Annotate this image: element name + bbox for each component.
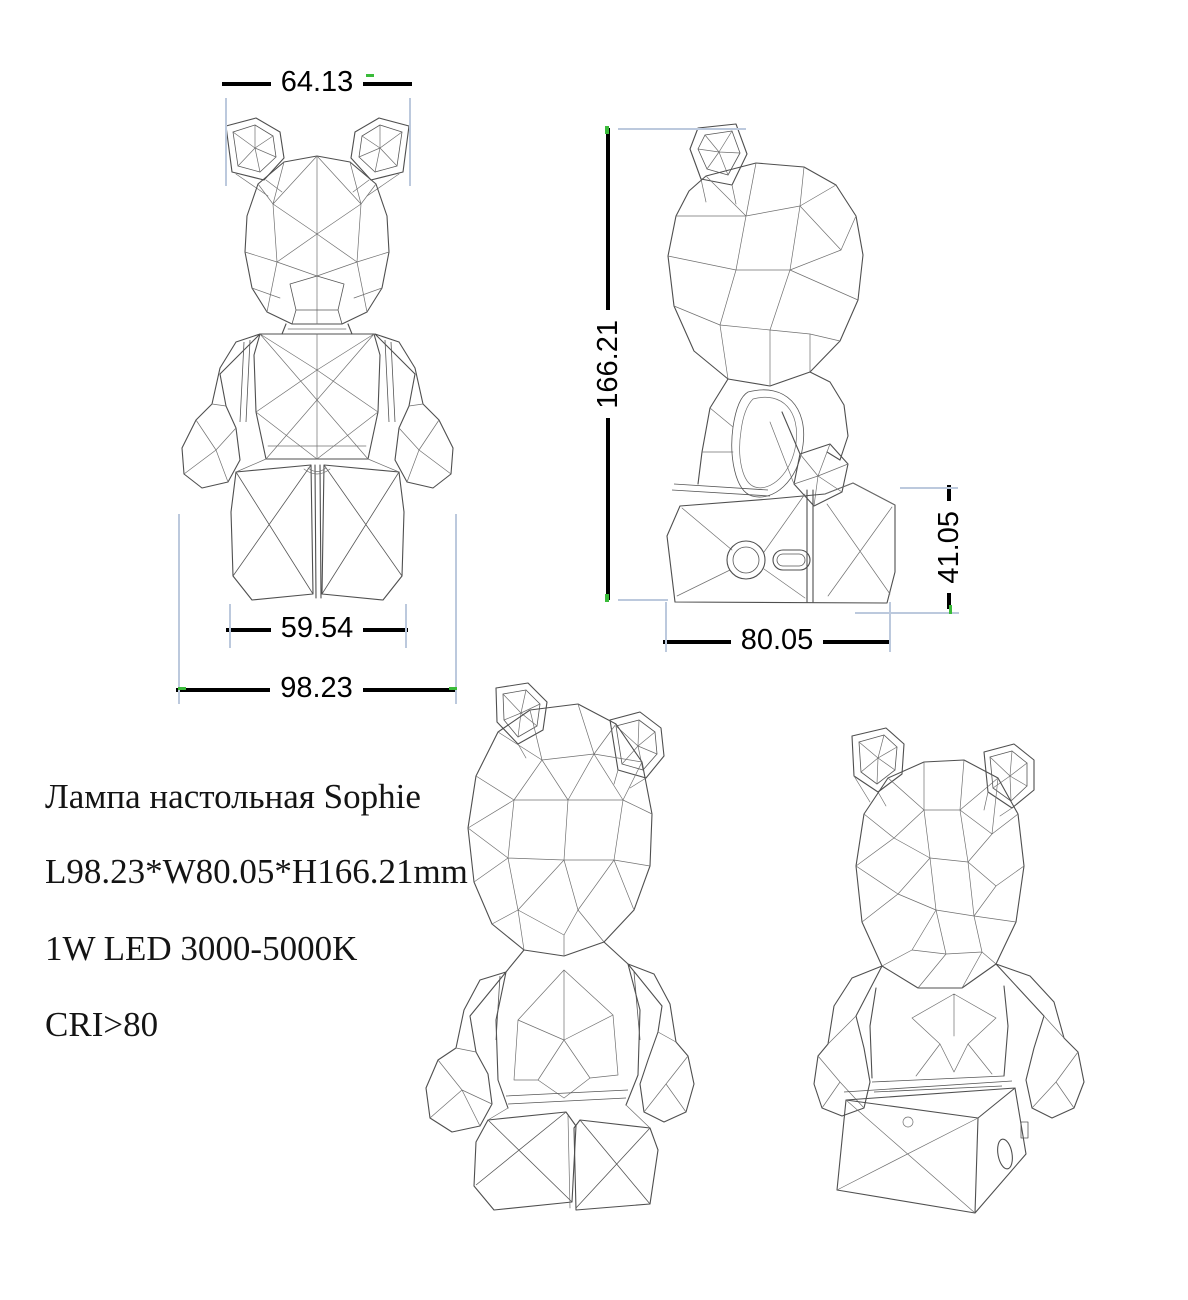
dimension-line (176, 688, 270, 692)
dimension-value: 64.13 (280, 65, 354, 98)
product-dimensions: L98.23*W80.05*H166.21mm (45, 852, 468, 891)
cad-marker (366, 74, 374, 77)
dimension-value: 166.21 (591, 319, 624, 409)
side-base (667, 483, 895, 603)
front-right-ear (351, 118, 409, 196)
extension-line (178, 514, 180, 704)
front-left-ear (226, 118, 284, 196)
dim-front-ear-width (222, 65, 412, 99)
cad-marker (949, 605, 952, 614)
perspective-left-arm (426, 972, 506, 1132)
extension-line (618, 128, 746, 130)
front-view-drawing (170, 112, 465, 608)
perspective-legs (474, 1105, 658, 1210)
cad-marker (605, 126, 609, 134)
dimension-line (226, 628, 271, 632)
dimension-line (363, 688, 457, 692)
dimension-value: 80.05 (740, 623, 814, 656)
front-legs (231, 459, 404, 600)
dimension-value: 41.05 (932, 510, 965, 584)
extension-line (900, 487, 958, 489)
back-left-arm (814, 966, 882, 1116)
back-torso (870, 986, 1008, 1092)
perspective-torso (496, 942, 640, 1108)
side-ear (690, 124, 747, 204)
dimension-line (363, 628, 408, 632)
cad-marker (449, 687, 457, 690)
front-left-arm (182, 334, 260, 488)
extension-line (409, 98, 411, 186)
side-arm-paw (770, 412, 848, 506)
side-head (668, 163, 863, 386)
perspective-right-arm (628, 964, 694, 1122)
side-view-drawing (652, 122, 907, 612)
cad-marker (178, 687, 186, 690)
product-title: Лампа настольная Sophie (45, 777, 421, 816)
dimension-line (663, 640, 731, 644)
dimension-line (222, 82, 271, 86)
extension-line (855, 612, 959, 614)
back-view-drawing (812, 726, 1102, 1222)
front-torso (254, 334, 380, 459)
extension-line (618, 599, 668, 601)
perspective-head (468, 704, 652, 956)
back-right-arm (996, 964, 1084, 1118)
back-head (856, 760, 1024, 988)
extension-line (665, 602, 667, 652)
front-neck (282, 324, 352, 334)
extension-line (455, 514, 457, 704)
dimension-value: 59.54 (280, 611, 354, 644)
extension-line (889, 602, 891, 652)
product-led-spec: 1W LED 3000-5000K (45, 929, 358, 968)
dimension-line (363, 82, 412, 86)
dim-front-total-width (176, 671, 457, 705)
perspective-ears (496, 683, 664, 788)
dimension-value: 98.23 (280, 671, 353, 704)
extension-line (405, 604, 407, 648)
dimension-line (823, 640, 891, 644)
perspective-view-drawing (418, 680, 700, 1215)
dimension-line (606, 128, 610, 310)
front-right-arm (375, 334, 453, 488)
dim-front-leg-width (226, 611, 408, 645)
dim-base-height (927, 485, 971, 609)
dim-depth (663, 623, 891, 657)
extension-line (225, 98, 227, 186)
extension-line (229, 604, 231, 648)
dim-overall-height (586, 128, 630, 600)
dimension-line (606, 418, 610, 600)
cad-marker (605, 594, 609, 602)
back-ears (852, 728, 1034, 816)
product-cri-spec: CRI>80 (45, 1005, 159, 1044)
